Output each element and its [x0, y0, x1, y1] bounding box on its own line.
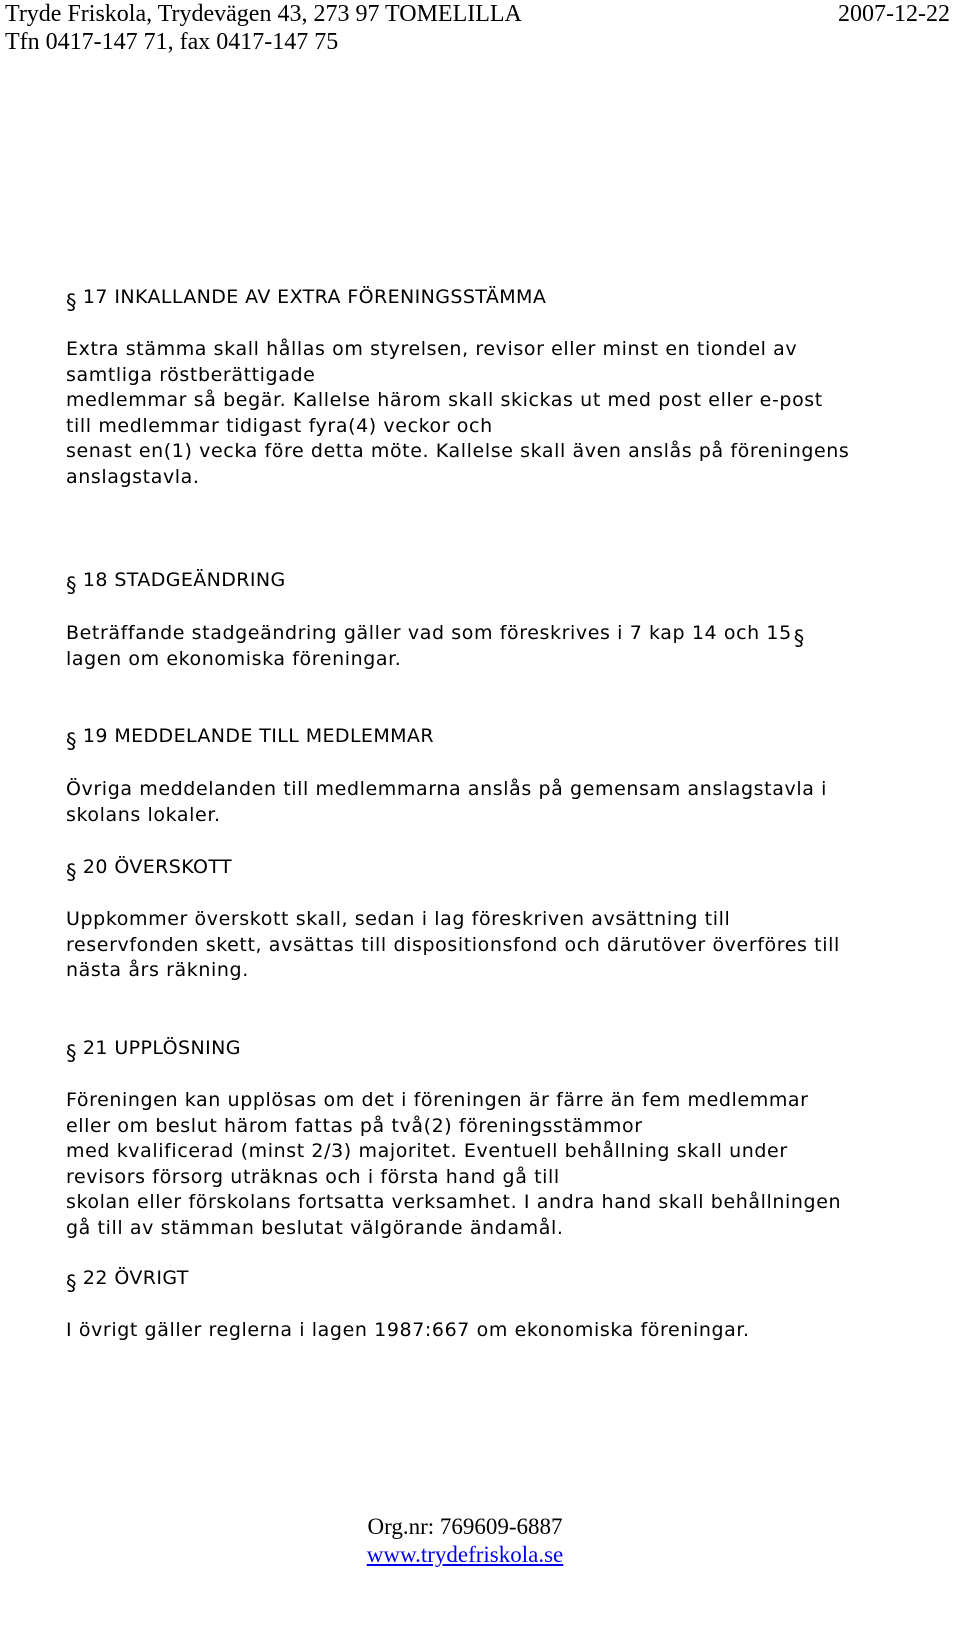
section-body-22 [66, 1318, 926, 1344]
body-line: gå till av stämman beslutat välgörande ändamål. [66, 1216, 564, 1239]
section-body-21 [66, 1088, 926, 1241]
body-line: lagen om ekonomiska föreningar. [66, 647, 402, 670]
section-title: 21 UPPLÖSNING [82, 1037, 241, 1059]
paragraph-symbol-icon: § [66, 573, 77, 597]
paragraph-symbol-icon: § [66, 860, 77, 884]
section-heading-20 [66, 853, 233, 884]
header-school-address: Tryde Friskola, Trydevägen 43, 273 97 TOMELILLA [5, 1, 522, 27]
section-heading-18 [66, 566, 286, 597]
body-line: senast en(1) vecka före detta möte. Kallelse skall även anslås på föreningens [66, 440, 850, 462]
body-line: samtliga röstberättigade [66, 363, 316, 386]
body-line: anslagstavla. [66, 465, 200, 488]
section-title: 18 STADGEÄNDRING [82, 569, 286, 591]
section-heading-22 [66, 1264, 189, 1295]
header-phone-fax: Tfn 0417-147 71, fax 0417-147 75 [5, 29, 339, 55]
paragraph-symbol-icon: § [66, 729, 77, 753]
body-line: Föreningen kan upplösas om det i föreningen är färre än fem medlemmar [66, 1089, 809, 1111]
body-line: revisors försorg uträknas och i första hand gå till [66, 1165, 560, 1188]
header-date: 2007-12-22 [838, 1, 950, 27]
section-body-17 [66, 337, 926, 490]
body-line: Extra stämma skall hållas om styrelsen, revisor eller minst en tiondel av [66, 338, 798, 360]
body-line: skolan eller förskolans fortsatta verksamhet. I andra hand skall behållningen [66, 1191, 842, 1213]
section-heading-17 [66, 283, 547, 314]
body-line: Beträffande stadgeändring gäller vad som föreskrives i 7 kap 14 och 15§ [66, 622, 805, 650]
section-title: 19 MEDDELANDE TILL MEDLEMMAR [82, 725, 434, 747]
body-line: Uppkommer överskott skall, sedan i lag föreskriven avsättning till [66, 908, 731, 930]
body-line: nästa års räkning. [66, 959, 249, 981]
footer-org-number: Org.nr: 769609-6887 [367, 1514, 563, 1539]
website-link[interactable]: www.trydefriskola.se [366, 1542, 564, 1567]
section-title: 17 INKALLANDE AV EXTRA FÖRENINGSSTÄMMA [82, 286, 547, 308]
body-line: med kvalificerad (minst 2/3) majoritet. Eventuell behållning skall under [66, 1140, 788, 1162]
paragraph-symbol-icon: § [66, 1041, 77, 1065]
section-body-18 [66, 620, 926, 672]
section-body-19 [66, 777, 926, 828]
section-title: 20 ÖVERSKOTT [82, 856, 233, 878]
body-line: eller om beslut härom fattas på två(2) föreningsstämmor [66, 1114, 643, 1137]
body-line: medlemmar så begär. Kallelse härom skall skickas ut med post eller e-post [66, 389, 823, 411]
paragraph-symbol-icon: § [66, 1271, 77, 1295]
body-line: till medlemmar tidigast fyra(4) veckor och [66, 414, 493, 437]
section-body-20 [66, 907, 926, 984]
section-heading-19 [66, 722, 434, 753]
paragraph-symbol-icon: § [793, 626, 805, 650]
body-line: I övrigt gäller reglerna i lagen 1987:667 om ekonomiska föreningar. [66, 1319, 750, 1341]
section-heading-21 [66, 1034, 241, 1065]
section-title: 22 ÖVRIGT [82, 1267, 189, 1289]
paragraph-symbol-icon: § [66, 290, 77, 314]
body-line: skolans lokaler. [66, 803, 221, 826]
body-line: Övriga meddelanden till medlemmarna anslås på gemensam anslagstavla i [66, 778, 827, 800]
body-line: reservfonden skett, avsättas till dispositionsfond och därutöver överföres till [66, 933, 840, 956]
footer-website [0, 1541, 930, 1569]
